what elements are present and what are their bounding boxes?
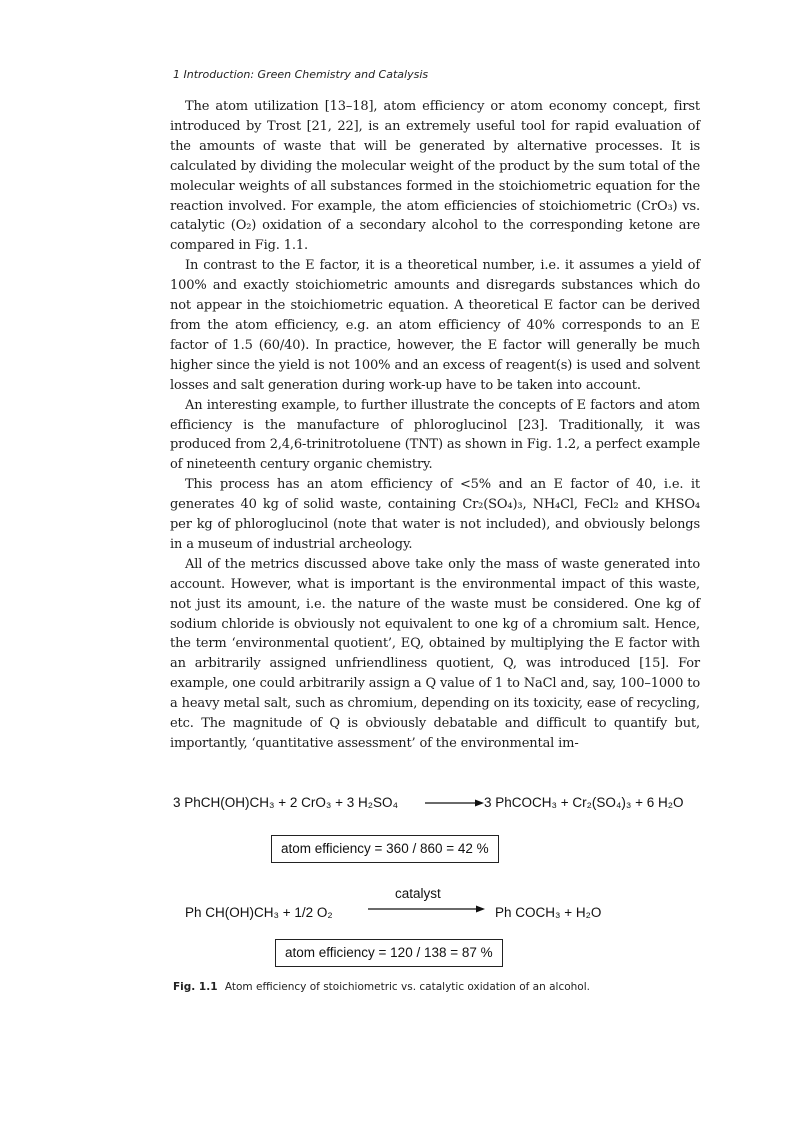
- paragraph-environmental-quotient: All of the metrics discussed above take only the mass of waste generated into account. However, what is important is the environmental impact of this waste, not just its amount, i.e. the nature of the waste must be considered. One kg of sodium chloride is obviously not equivalent to one kg of a chromium salt. Hence, the term ‘environmental quotient’, EQ, obtained by multiplying the E factor with an arbitrarily assigned unfriendliness quotient, Q, was introduced [15]. For example, one could arbitrarily assign a Q value of 1 to NaCl and, say, 100–1000 to a heavy metal salt, such as chromium, depending on its toxicity, ease of recycling, etc. The magnitude of Q is obviously debatable and difficult to quantify but, importantly, ‘quantitative assessment’ of the environmental im-: [170, 556, 700, 751]
- eq1-reactants: 3 PhCH(OH)CH₃ + 2 CrO₃ + 3 H₂SO₄: [173, 795, 399, 810]
- running-head: 1 Introduction: Green Chemistry and Catalysis: [173, 68, 429, 81]
- reaction-arrow-icon: [425, 796, 485, 810]
- figure-caption: [173, 981, 590, 993]
- paragraph-phloroglucinol: An interesting example, to further illustrate the concepts of E factors and atom efficiency is the manufacture of phloroglucinol [23]. Traditionally, it was produced from 2,4,6-trinitrotoluene (TNT) as shown in Fig. 1.2, a perfect example of nineteenth century organic chemistry.: [170, 397, 700, 473]
- paragraph-e-factor-contrast: In contrast to the E factor, it is a theoretical number, i.e. it assumes a yield of 100% and exactly stoichiometric amounts and disregards substances which do not appear in the stoichiometric equation. A theoretical E factor can be derived from the atom efficiency, e.g. an atom efficiency of 40% corresponds to an E factor of 1.5 (60/40). In practice, however, the E factor will generally be much higher since the yield is not 100% and an excess of reagent(s) is used and solvent losses and salt generation during work-up have to be taken into account.: [170, 258, 700, 393]
- atom-efficiency-box-stoichiometric: atom efficiency = 360 / 860 = 42 %: [271, 835, 499, 863]
- paragraph-process-waste: This process has an atom efficiency of <5% and an E factor of 40, i.e. it generates 40 kg of solid waste, containing Cr₂(SO₄)₃, NH₄Cl, FeCl₂ and KHSO₄ per kg of phloroglucinol (note that water is not included), and obviously belongs in a museum of industrial archeology.: [170, 477, 700, 552]
- eq2-reactants: Ph CH(OH)CH₃ + 1/2 O₂: [185, 905, 333, 920]
- caption-label: Fig. 1.1: [173, 981, 218, 993]
- paragraph-atom-utilization: The atom utilization [13–18], atom efficiency or atom economy concept, first introduced by Trost [21, 22], is an extremely useful tool for rapid evaluation of the amounts of waste that will be generated by alternative processes. It is calculated by dividing the molecular weight of the product by the sum total of the molecular weights of all substances formed in the stoichiometric equation for the reaction involved. For example, the atom efficiencies of stoichiometric (CrO₃) vs. catalytic (O₂) oxidation of a secondary alcohol to the corresponding ketone are compared in Fig. 1.1.: [170, 99, 700, 254]
- eq2-catalyst-label: catalyst: [395, 886, 441, 901]
- body-text: [170, 97, 700, 754]
- atom-efficiency-box-catalytic: atom efficiency = 120 / 138 = 87 %: [275, 939, 503, 967]
- eq2-products: Ph COCH₃ + H₂O: [495, 905, 602, 920]
- caption-text: Atom efficiency of stoichiometric vs. catalytic oxidation of an alcohol.: [224, 981, 590, 993]
- catalytic-reaction-arrow-icon: [368, 902, 486, 916]
- eq1-products: 3 PhCOCH₃ + Cr₂(SO₄)₃ + 6 H₂O: [484, 795, 684, 810]
